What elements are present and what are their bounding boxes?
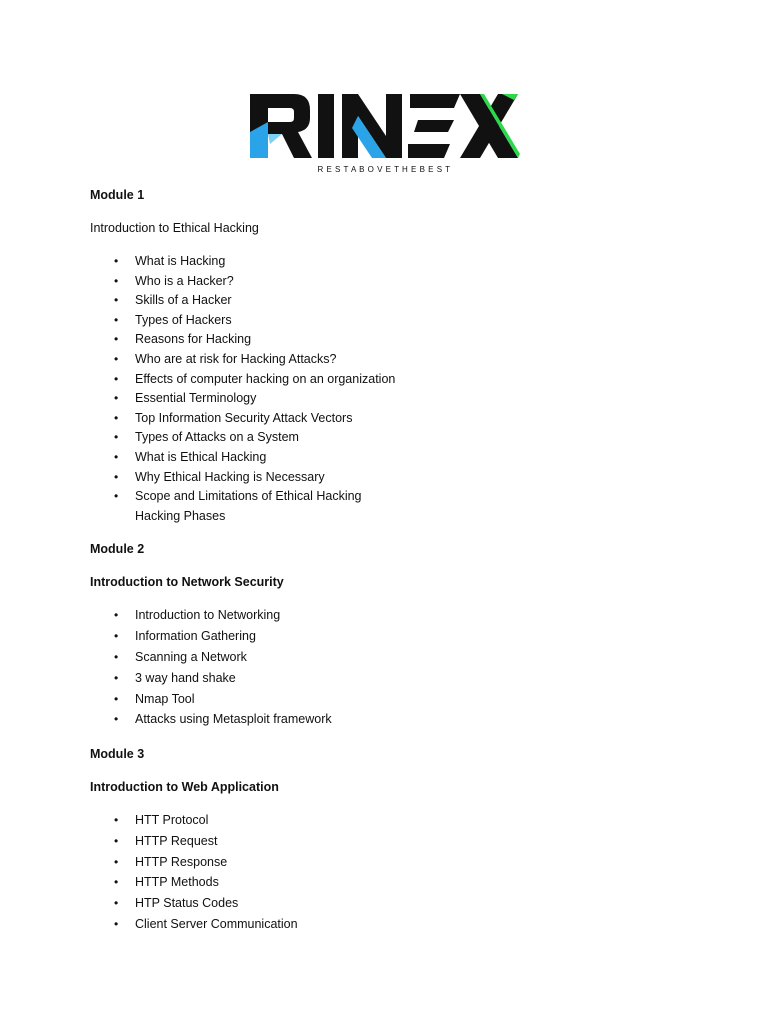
logo-letter-r bbox=[250, 94, 312, 158]
logo-letter-n bbox=[342, 94, 402, 158]
bullet-icon: • bbox=[114, 917, 119, 932]
list-item: • What is Ethical Hacking bbox=[90, 448, 710, 468]
list-item: • HTT Protocol bbox=[90, 811, 710, 832]
bullet-icon: • bbox=[114, 351, 119, 366]
list-item: • Information Gathering bbox=[90, 627, 710, 648]
bullet-icon: • bbox=[114, 371, 119, 386]
list-item: • Effects of computer hacking on an organization bbox=[90, 370, 710, 390]
module-heading: Module 1 bbox=[90, 188, 145, 202]
list-item: • Why Ethical Hacking is Necessary bbox=[90, 468, 710, 488]
module-2-topic-list bbox=[90, 606, 710, 731]
list-item: • HTTP Response bbox=[90, 853, 710, 874]
logo-letter-i bbox=[318, 94, 334, 158]
bullet-icon: • bbox=[114, 691, 119, 706]
list-item: • 3 way hand shake bbox=[90, 669, 710, 690]
logo-tagline: R E S T A B O V E T H E B E S T bbox=[317, 165, 451, 174]
list-item: • Skills of a Hacker bbox=[90, 291, 710, 311]
module-title: Introduction to Web Application bbox=[90, 780, 279, 795]
bullet-icon: • bbox=[114, 875, 119, 890]
module-title: Introduction to Ethical Hacking bbox=[90, 221, 259, 235]
module-1-topic-list bbox=[90, 252, 710, 507]
bullet-icon: • bbox=[114, 712, 119, 727]
bullet-icon: • bbox=[114, 430, 119, 445]
rinex-logo-graphic bbox=[248, 92, 520, 174]
bullet-icon: • bbox=[114, 813, 119, 828]
list-item-continuation: Hacking Phases bbox=[135, 508, 226, 523]
bullet-icon: • bbox=[114, 391, 119, 406]
bullet-icon: • bbox=[114, 293, 119, 308]
list-item: • HTTP Methods bbox=[90, 873, 710, 894]
bullet-icon: • bbox=[114, 608, 119, 623]
logo-letter-x bbox=[460, 94, 520, 158]
list-item: • Who are at risk for Hacking Attacks? bbox=[90, 350, 710, 370]
bullet-icon: • bbox=[114, 312, 119, 327]
list-item: • Scope and Limitations of Ethical Hacking bbox=[90, 487, 710, 507]
rinex-logo bbox=[248, 92, 520, 174]
bullet-icon: • bbox=[114, 670, 119, 685]
bullet-icon: • bbox=[114, 449, 119, 464]
list-item: • Client Server Communication bbox=[90, 915, 710, 936]
list-item: • Reasons for Hacking bbox=[90, 330, 710, 350]
logo-letter-e bbox=[408, 94, 460, 158]
bullet-icon: • bbox=[114, 896, 119, 911]
bullet-icon: • bbox=[114, 254, 119, 268]
module-title: Introduction to Network Security bbox=[90, 575, 284, 590]
bullet-icon: • bbox=[114, 273, 119, 288]
bullet-icon: • bbox=[114, 332, 119, 347]
list-item: • Nmap Tool bbox=[90, 690, 710, 711]
list-item: • Essential Terminology bbox=[90, 389, 710, 409]
bullet-icon: • bbox=[114, 649, 119, 664]
list-item: • Scanning a Network bbox=[90, 648, 710, 669]
bullet-icon: • bbox=[114, 410, 119, 425]
list-item: • Who is a Hacker? bbox=[90, 272, 710, 292]
bullet-icon: • bbox=[114, 489, 119, 504]
module-3 bbox=[90, 745, 710, 936]
list-item: • Top Information Security Attack Vectors bbox=[90, 409, 710, 429]
bullet-icon: • bbox=[114, 833, 119, 848]
module-heading: Module 2 bbox=[90, 542, 145, 557]
list-item: • HTP Status Codes bbox=[90, 894, 710, 915]
list-item: • Introduction to Networking bbox=[90, 606, 710, 627]
bullet-icon: • bbox=[114, 629, 119, 644]
list-item: • HTTP Request bbox=[90, 832, 710, 853]
module-heading: Module 3 bbox=[90, 747, 145, 762]
bullet-icon: • bbox=[114, 854, 119, 869]
list-item: • Types of Hackers bbox=[90, 311, 710, 331]
document-body bbox=[90, 186, 710, 936]
module-1 bbox=[90, 186, 710, 526]
list-item: • What is Hacking bbox=[90, 252, 710, 272]
module-2 bbox=[90, 540, 710, 731]
list-item: • Types of Attacks on a System bbox=[90, 428, 710, 448]
list-item: • Attacks using Metasploit framework bbox=[90, 710, 710, 731]
module-3-topic-list bbox=[90, 811, 710, 936]
bullet-icon: • bbox=[114, 469, 119, 484]
